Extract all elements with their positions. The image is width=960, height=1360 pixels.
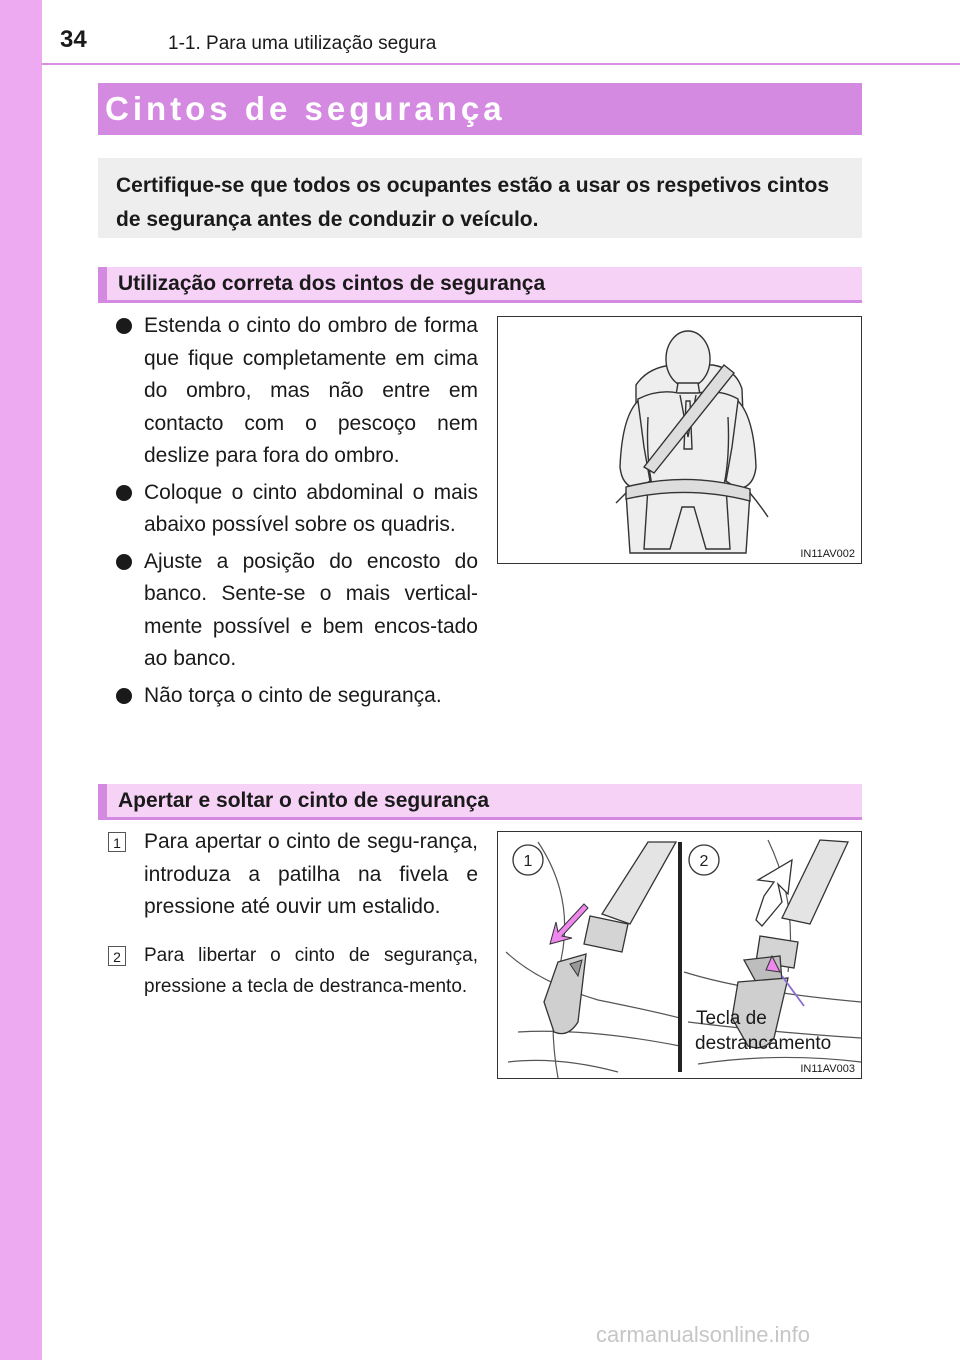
list-item: [116, 477, 478, 542]
list-item-text: Não torça o cinto de segurança.: [144, 683, 442, 707]
figure-code: IN11AV003: [800, 1063, 855, 1075]
bullet-dot-icon: [116, 554, 132, 570]
list-item-text: Coloque o cinto abdominal o mais abaixo possível sobre os quadris.: [144, 480, 478, 536]
callout-badge-1: [513, 845, 543, 875]
svg-text:1: 1: [523, 853, 533, 870]
seated-person-drawing: [498, 317, 861, 563]
release-label-line2: destrancamento: [695, 1033, 832, 1054]
list-item: [116, 680, 478, 713]
section-heading-correct-use: Utilização correta dos cintos de segurança: [98, 267, 862, 303]
step-text: Para libertar o cinto de segurança, pressione a tecla de destranca-mento.: [144, 944, 478, 997]
page-number: 34: [60, 26, 87, 53]
watermark: carmanualsonline.info: [596, 1322, 811, 1347]
side-tab-strip: [0, 0, 42, 1360]
section-heading-buckle: Apertar e soltar o cinto de segurança: [98, 784, 862, 820]
intro-note: Certifique-se que todos os ocupantes estão a usar os respetivos cintos de segurança antes de conduzir o veículo.: [98, 158, 862, 238]
buckle-illustration: [497, 831, 862, 1079]
bullet-dot-icon: [116, 318, 132, 334]
header-divider: [42, 63, 960, 65]
callout-badge-2: [689, 845, 719, 875]
section-breadcrumb: 1-1. Para uma utilização segura: [168, 33, 437, 54]
step-number-badge: 2: [108, 946, 126, 966]
list-item: [116, 546, 478, 676]
bullet-dot-icon: [116, 485, 132, 501]
release-button-label: [696, 1006, 831, 1056]
steps-list: [108, 826, 478, 1018]
figure-code: IN11AV002: [800, 548, 855, 560]
list-item-text: Estenda o cinto do ombro de forma que fique completamente em cima do ombro, mas não entre em contacto com o pescoço nem deslize para fora do ombro.: [144, 314, 478, 467]
seated-passenger-illustration: [497, 316, 862, 564]
list-item: [108, 940, 478, 1002]
bullet-dot-icon: [116, 688, 132, 704]
step-text: Para apertar o cinto de segu-rança, introduza a patilha na fivela e pressione até ouvir um estalido.: [144, 830, 478, 918]
panel-divider: [678, 842, 682, 1072]
release-label-line1: Tecla de: [696, 1008, 767, 1029]
insert-arrow-icon: [550, 904, 588, 944]
list-item: [116, 310, 478, 473]
list-item-text: Ajuste a posição do encosto do banco. Sente-se o mais vertical-mente possível e bem encos-tado ao banco.: [144, 549, 478, 670]
svg-text:2: 2: [699, 853, 709, 870]
list-item: [108, 826, 478, 924]
bullet-list: [116, 310, 478, 716]
step-number-badge: 1: [108, 832, 126, 852]
page-title: Cintos de segurança: [98, 83, 862, 135]
